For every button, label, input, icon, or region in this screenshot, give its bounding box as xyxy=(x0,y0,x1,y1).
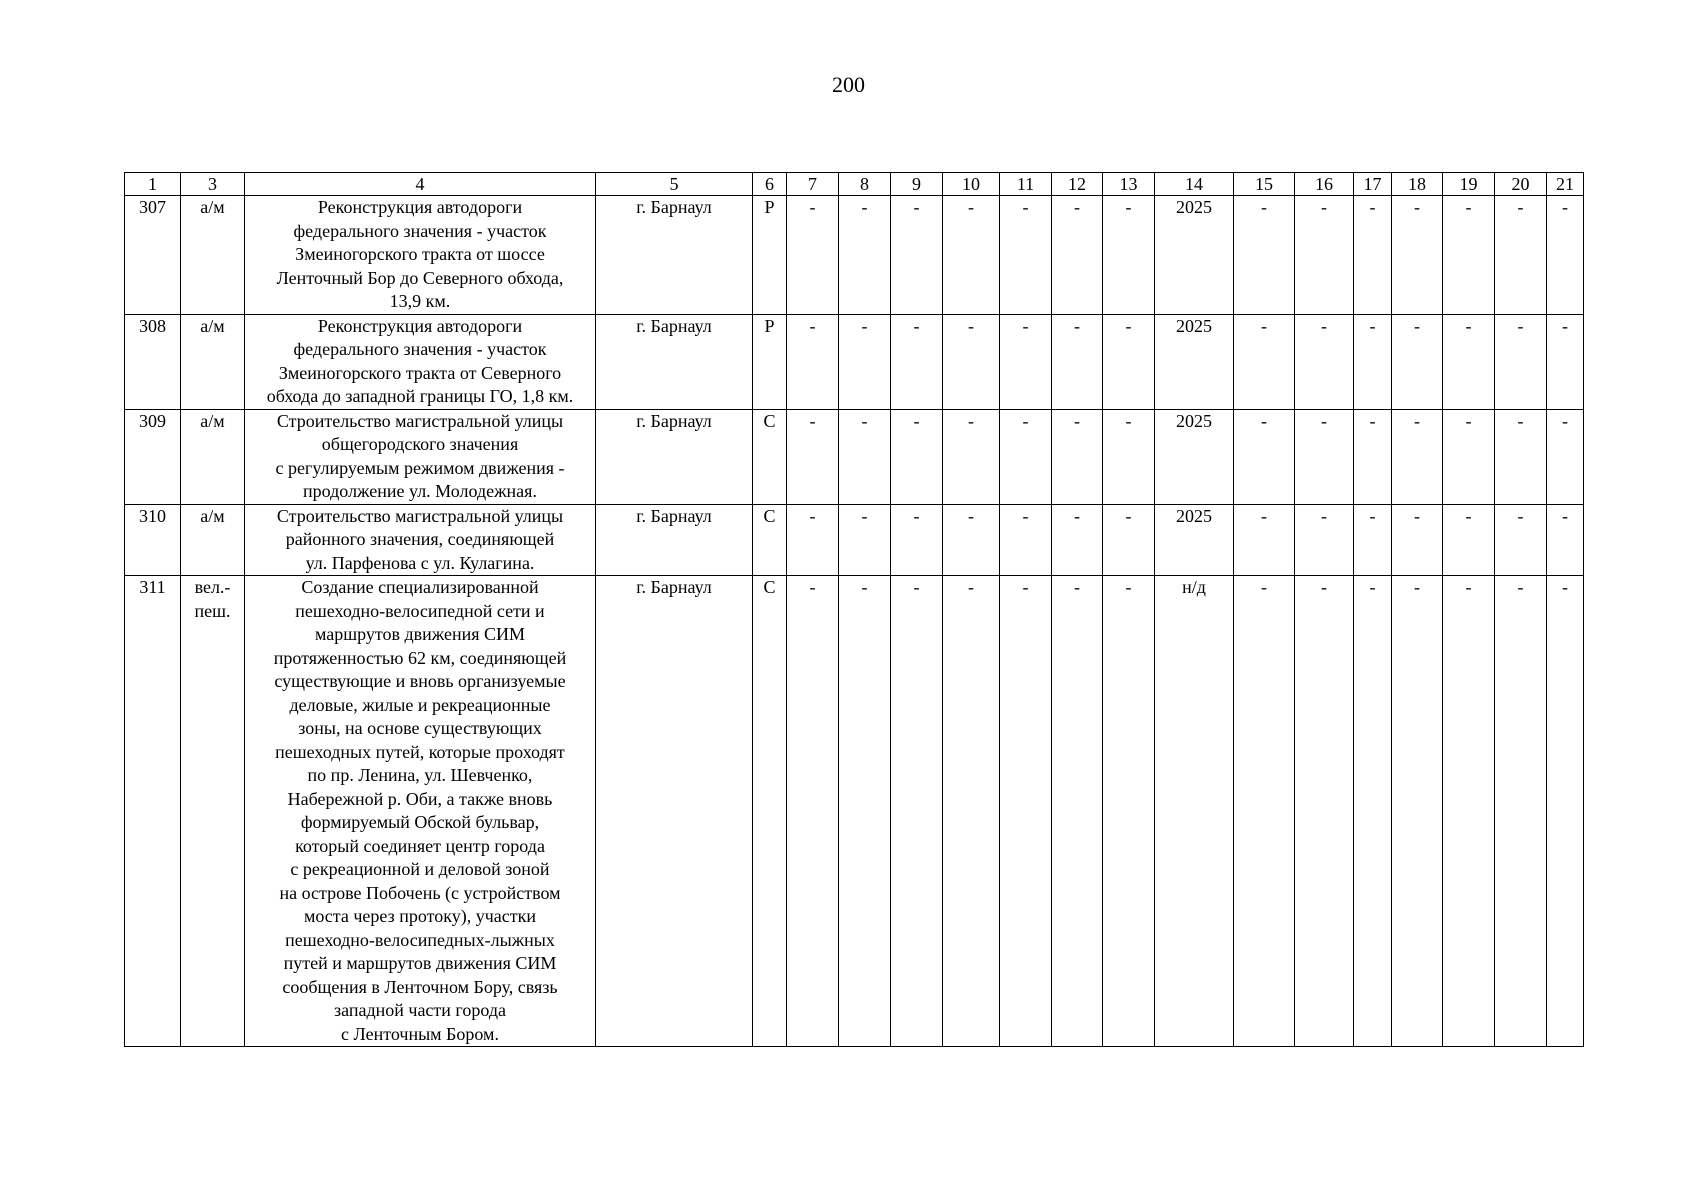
column-c10-cell: - xyxy=(943,314,1000,409)
column-c7-cell: - xyxy=(787,196,839,315)
column-c10-cell: - xyxy=(943,196,1000,315)
column-c17-cell: - xyxy=(1354,196,1392,315)
description-line: федерального значения - участок xyxy=(293,339,547,359)
column-c7-cell: - xyxy=(787,409,839,504)
column-c9-cell: - xyxy=(891,504,943,576)
description-line: продолжение ул. Молодежная. xyxy=(303,481,537,501)
row-number-cell: 310 xyxy=(125,504,181,576)
column-c9-cell: - xyxy=(891,409,943,504)
column-c12-cell: - xyxy=(1052,504,1103,576)
description-line: существующие и вновь организуемые xyxy=(274,671,566,691)
column-header: 9 xyxy=(891,173,943,196)
status-cell: С xyxy=(753,504,787,576)
column-c19-cell: - xyxy=(1443,196,1495,315)
page-number: 200 xyxy=(832,72,865,97)
column-c7-cell: - xyxy=(787,314,839,409)
column-c13-cell: - xyxy=(1103,576,1155,1047)
row-number-cell: 308 xyxy=(125,314,181,409)
description-line: Набережной р. Оби, а также вновь xyxy=(287,788,553,809)
status-cell: Р xyxy=(753,314,787,409)
description-line: с рекреационной и деловой зоной xyxy=(290,859,550,879)
description-line: пешеходных путей, которые проходят xyxy=(275,741,565,762)
column-c13-cell: - xyxy=(1103,504,1155,576)
column-c14-cell: 2025 xyxy=(1155,314,1234,409)
description-line: Строительство магистральной улицы xyxy=(276,505,564,526)
column-c8-cell: - xyxy=(839,314,891,409)
column-header: 20 xyxy=(1495,173,1547,196)
column-c11-cell: - xyxy=(1000,504,1052,576)
table-row xyxy=(125,314,1584,409)
status-cell: С xyxy=(753,409,787,504)
column-c20-cell: - xyxy=(1495,576,1547,1047)
column-c21-cell: - xyxy=(1547,504,1584,576)
column-c13-cell: - xyxy=(1103,314,1155,409)
row-number-cell: 309 xyxy=(125,409,181,504)
description-line: моста через протоку), участки xyxy=(303,906,537,926)
column-header: 14 xyxy=(1155,173,1234,196)
status-cell: Р xyxy=(753,196,787,315)
column-c16-cell: - xyxy=(1295,314,1354,409)
column-header: 3 xyxy=(181,173,245,196)
description-line: маршрутов движения СИМ xyxy=(314,624,526,644)
description-cell xyxy=(245,504,596,576)
description-line: обхода до западной границы ГО, 1,8 км. xyxy=(266,386,574,406)
column-header: 4 xyxy=(245,173,596,196)
description-line: с регулируемым режимом движения - xyxy=(275,457,565,478)
column-c17-cell: - xyxy=(1354,576,1392,1047)
column-c9-cell: - xyxy=(891,196,943,315)
column-c12-cell: - xyxy=(1052,409,1103,504)
description-line: Реконструкция автодороги xyxy=(317,315,523,336)
location-cell: г. Барнаул xyxy=(596,576,753,1047)
location-cell: г. Барнаул xyxy=(596,196,753,315)
column-header: 19 xyxy=(1443,173,1495,196)
column-header: 15 xyxy=(1234,173,1295,196)
column-c15-cell: - xyxy=(1234,504,1295,576)
column-c21-cell: - xyxy=(1547,409,1584,504)
column-c12-cell: - xyxy=(1052,196,1103,315)
column-c16-cell: - xyxy=(1295,196,1354,315)
column-c17-cell: - xyxy=(1354,409,1392,504)
column-c14-cell: н/д xyxy=(1155,576,1234,1047)
table-body xyxy=(125,196,1584,1047)
description-line: Реконструкция автодороги xyxy=(317,197,523,217)
column-c12-cell: - xyxy=(1052,576,1103,1047)
column-c19-cell: - xyxy=(1443,409,1495,504)
column-c12-cell: - xyxy=(1052,314,1103,409)
description-line: по пр. Ленина, ул. Шевченко, xyxy=(307,765,533,785)
column-c21-cell: - xyxy=(1547,576,1584,1047)
column-header: 21 xyxy=(1547,173,1584,196)
column-header: 16 xyxy=(1295,173,1354,196)
table-row xyxy=(125,504,1584,576)
column-c18-cell: - xyxy=(1392,576,1443,1047)
column-c15-cell: - xyxy=(1234,576,1295,1047)
column-c20-cell: - xyxy=(1495,196,1547,315)
column-c19-cell: - xyxy=(1443,576,1495,1047)
location-cell: г. Барнаул xyxy=(596,504,753,576)
column-c9-cell: - xyxy=(891,576,943,1047)
column-c7-cell: - xyxy=(787,504,839,576)
column-c16-cell: - xyxy=(1295,504,1354,576)
description-line: 13,9 км. xyxy=(389,291,451,311)
description-line: пешеходно-велосипедной сети и xyxy=(295,600,545,621)
column-c9-cell: - xyxy=(891,314,943,409)
description-line: Ленточный Бор до Северного обхода, xyxy=(276,267,564,288)
column-c16-cell: - xyxy=(1295,576,1354,1047)
column-c14-cell: 2025 xyxy=(1155,504,1234,576)
column-c15-cell: - xyxy=(1234,409,1295,504)
column-c17-cell: - xyxy=(1354,314,1392,409)
column-c8-cell: - xyxy=(839,196,891,315)
column-c14-cell: 2025 xyxy=(1155,196,1234,315)
table-row xyxy=(125,576,1584,1047)
description-cell xyxy=(245,576,596,1047)
description-line: ул. Парфенова с ул. Кулагина. xyxy=(305,552,535,573)
header-row xyxy=(125,173,1584,196)
description-line: путей и маршрутов движения СИМ xyxy=(283,953,557,973)
object-type-cell: а/м xyxy=(181,196,245,315)
column-header: 7 xyxy=(787,173,839,196)
row-number-cell: 307 xyxy=(125,196,181,315)
column-c11-cell: - xyxy=(1000,576,1052,1047)
column-header: 12 xyxy=(1052,173,1103,196)
column-c21-cell: - xyxy=(1547,314,1584,409)
location-cell: г. Барнаул xyxy=(596,409,753,504)
description-line: формируемый Обской бульвар, xyxy=(300,812,540,832)
description-line: с Ленточным Бором. xyxy=(341,1023,499,1044)
description-line: зоны, на основе существующих xyxy=(298,718,542,738)
column-c17-cell: - xyxy=(1354,504,1392,576)
column-c7-cell: - xyxy=(787,576,839,1047)
description-line: протяженностью 62 км, соединяющей xyxy=(273,647,567,668)
column-c15-cell: - xyxy=(1234,314,1295,409)
column-c13-cell: - xyxy=(1103,409,1155,504)
description-line: районного значения, соединяющей xyxy=(285,529,555,549)
object-type-cell: а/м xyxy=(181,314,245,409)
column-c11-cell: - xyxy=(1000,196,1052,315)
object-type-cell: вел.- пеш. xyxy=(181,576,245,1047)
column-header: 11 xyxy=(1000,173,1052,196)
column-c19-cell: - xyxy=(1443,504,1495,576)
column-header: 18 xyxy=(1392,173,1443,196)
column-c10-cell: - xyxy=(943,576,1000,1047)
description-line: Змеиногорского тракта от шоссе xyxy=(295,244,545,264)
column-header: 10 xyxy=(943,173,1000,196)
description-line: Змеиногорского тракта от Северного xyxy=(278,362,562,383)
column-c13-cell: - xyxy=(1103,196,1155,315)
table-row xyxy=(125,409,1584,504)
data-table xyxy=(124,172,1584,1047)
description-line: Создание специализированной xyxy=(301,577,539,597)
location-cell: г. Барнаул xyxy=(596,314,753,409)
description-cell xyxy=(245,314,596,409)
description-line: деловые, жилые и рекреационные xyxy=(289,694,551,715)
column-c8-cell: - xyxy=(839,576,891,1047)
column-c14-cell: 2025 xyxy=(1155,409,1234,504)
object-type-cell: а/м xyxy=(181,409,245,504)
column-header: 1 xyxy=(125,173,181,196)
column-header: 13 xyxy=(1103,173,1155,196)
column-header: 8 xyxy=(839,173,891,196)
column-c18-cell: - xyxy=(1392,314,1443,409)
description-cell xyxy=(245,196,596,315)
row-number-cell: 311 xyxy=(125,576,181,1047)
column-c18-cell: - xyxy=(1392,504,1443,576)
column-c16-cell: - xyxy=(1295,409,1354,504)
description-line: на острове Побочень (с устройством xyxy=(279,882,561,903)
column-header: 6 xyxy=(753,173,787,196)
table-row xyxy=(125,196,1584,315)
description-line: Строительство магистральной улицы xyxy=(276,410,564,431)
column-c11-cell: - xyxy=(1000,314,1052,409)
description-line: пешеходно-велосипедных-лыжных xyxy=(285,929,555,950)
column-c8-cell: - xyxy=(839,504,891,576)
column-c20-cell: - xyxy=(1495,409,1547,504)
description-line: федерального значения - участок xyxy=(293,220,547,241)
column-c21-cell: - xyxy=(1547,196,1584,315)
column-header: 17 xyxy=(1354,173,1392,196)
column-c10-cell: - xyxy=(943,504,1000,576)
column-header: 5 xyxy=(596,173,753,196)
column-c15-cell: - xyxy=(1234,196,1295,315)
column-c8-cell: - xyxy=(839,409,891,504)
column-c10-cell: - xyxy=(943,409,1000,504)
description-line: который соединяет центр города xyxy=(295,835,545,856)
status-cell: С xyxy=(753,576,787,1047)
description-cell xyxy=(245,409,596,504)
description-line: сообщения в Ленточном Бору, связь xyxy=(282,976,558,997)
description-line: западной части города xyxy=(333,1000,506,1020)
column-c20-cell: - xyxy=(1495,314,1547,409)
column-c19-cell: - xyxy=(1443,314,1495,409)
description-line: общегородского значения xyxy=(321,434,519,454)
column-c18-cell: - xyxy=(1392,409,1443,504)
object-type-cell: а/м xyxy=(181,504,245,576)
column-c18-cell: - xyxy=(1392,196,1443,315)
column-c11-cell: - xyxy=(1000,409,1052,504)
column-c20-cell: - xyxy=(1495,504,1547,576)
